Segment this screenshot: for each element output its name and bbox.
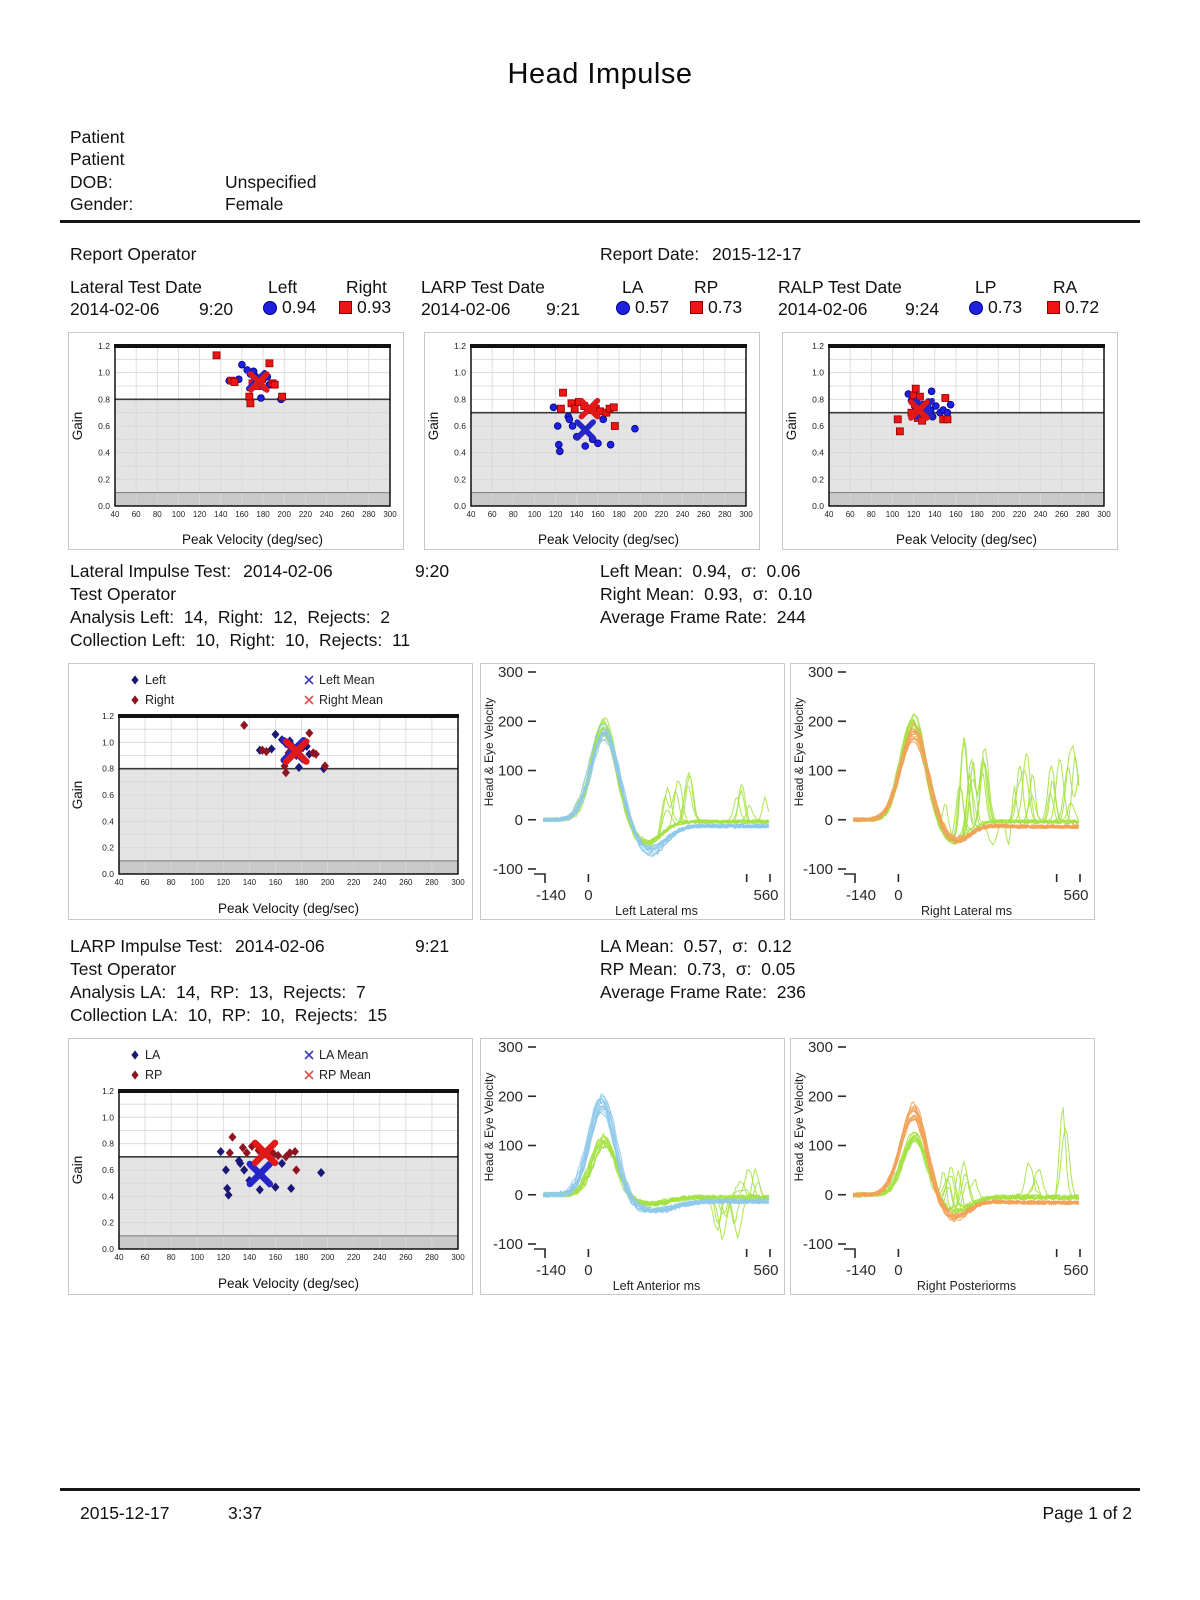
svg-text:160: 160 (268, 878, 283, 887)
svg-text:0.8: 0.8 (102, 763, 114, 774)
svg-text:260: 260 (1055, 510, 1069, 519)
svg-text:300: 300 (383, 510, 397, 519)
svg-text:0.4: 0.4 (454, 447, 466, 458)
svg-text:Head & Eye Velocity: Head & Eye Velocity (792, 1072, 806, 1182)
svg-text:40: 40 (824, 510, 834, 519)
svg-text:300: 300 (497, 664, 523, 681)
lateral-left-gain: 0.94 (263, 297, 316, 318)
svg-text:40: 40 (466, 510, 476, 519)
svg-text:Gain: Gain (70, 411, 85, 441)
svg-text:140: 140 (242, 1253, 257, 1262)
svg-text:Peak Velocity (deg/sec): Peak Velocity (deg/sec) (895, 532, 1038, 547)
svg-text:120: 120 (906, 510, 921, 519)
svg-text:100: 100 (190, 878, 204, 887)
svg-text:100: 100 (497, 762, 523, 780)
svg-text:80: 80 (166, 878, 176, 887)
right-lateral-velocity-panel (790, 663, 1095, 920)
svg-text:300: 300 (451, 1253, 465, 1262)
svg-text:Peak Velocity (deg/sec): Peak Velocity (deg/sec) (537, 532, 680, 547)
svg-text:280: 280 (425, 878, 439, 887)
svg-text:-100: -100 (802, 1236, 833, 1253)
svg-text:140: 140 (242, 878, 257, 887)
report-operator: Report Operator (70, 244, 197, 264)
red-square-icon (339, 301, 352, 314)
svg-text:220: 220 (347, 1253, 361, 1262)
ralp-lp-header: LP (975, 277, 997, 297)
svg-text:1.0: 1.0 (454, 367, 466, 378)
svg-text:300: 300 (807, 664, 833, 681)
ralp-test-date-label: RALP Test Date (778, 277, 902, 297)
larp-analysis: Analysis LA: 14, RP: 13, Rejects: 7 (70, 982, 366, 1002)
svg-text:80: 80 (866, 510, 876, 519)
svg-text:240: 240 (319, 510, 334, 519)
patient-name-line1: Patient (70, 127, 125, 147)
svg-text:Peak Velocity (deg/sec): Peak Velocity (deg/sec) (217, 901, 360, 916)
svg-text:100: 100 (171, 510, 186, 519)
svg-text:Head & Eye Velocity: Head & Eye Velocity (792, 697, 806, 807)
svg-text:Right Lateral ms: Right Lateral ms (920, 904, 1013, 918)
svg-text:0.6: 0.6 (454, 421, 466, 431)
svg-text:Peak Velocity (deg/sec): Peak Velocity (deg/sec) (181, 532, 324, 547)
svg-text:-140: -140 (845, 1262, 877, 1279)
svg-text:200: 200 (497, 1088, 523, 1106)
svg-text:0: 0 (824, 811, 833, 829)
lateral-summary-gain-chart (69, 333, 405, 556)
svg-text:-140: -140 (845, 887, 877, 904)
svg-text:40: 40 (114, 1253, 124, 1262)
svg-text:260: 260 (399, 878, 413, 887)
lateral-left-header: Left (268, 277, 298, 297)
svg-text:0.8: 0.8 (454, 394, 466, 405)
page-title: Head Impulse (507, 58, 693, 90)
larp-collection: Collection LA: 10, RP: 10, Rejects: 15 (70, 1005, 388, 1025)
lateral-test-operator: Test Operator (70, 584, 177, 604)
svg-text:0: 0 (584, 887, 593, 904)
larp-summary-gain-chart (425, 333, 761, 556)
svg-text:140: 140 (214, 510, 228, 519)
svg-text:-100: -100 (802, 861, 833, 878)
footer-time: 3:37 (228, 1503, 263, 1523)
patient-name-line2: Patient (70, 149, 125, 169)
svg-text:LA Mean: LA Mean (319, 1048, 369, 1062)
svg-text:240: 240 (675, 510, 690, 519)
blue-circle-icon (616, 301, 630, 315)
red-square-icon (1047, 301, 1060, 314)
svg-text:220: 220 (347, 878, 361, 887)
footer-divider (60, 1488, 1140, 1491)
svg-text:0.2: 0.2 (102, 1217, 114, 1228)
svg-text:280: 280 (718, 510, 732, 519)
lateral-test-date-label: Lateral Test Date (70, 277, 202, 297)
svg-text:300: 300 (497, 1039, 523, 1056)
svg-text:200: 200 (807, 1088, 833, 1106)
svg-text:40: 40 (114, 878, 124, 887)
page-number: Page 1 of 2 (1042, 1503, 1132, 1523)
svg-text:560: 560 (753, 1262, 779, 1279)
right-posterior-velocity-panel (790, 1038, 1095, 1295)
ralp-lp-gain: 0.73 (969, 297, 1022, 318)
svg-text:Head & Eye Velocity: Head & Eye Velocity (482, 1072, 496, 1182)
svg-text:200: 200 (991, 510, 1005, 519)
svg-text:560: 560 (1063, 887, 1089, 904)
svg-text:0.4: 0.4 (102, 1191, 114, 1202)
svg-text:1.2: 1.2 (454, 341, 466, 351)
svg-text:100: 100 (190, 1253, 204, 1262)
svg-text:60: 60 (140, 878, 150, 887)
svg-text:0.0: 0.0 (102, 1244, 114, 1254)
svg-text:220: 220 (298, 510, 313, 519)
svg-text:240: 240 (373, 878, 387, 887)
svg-text:1.0: 1.0 (812, 367, 824, 378)
svg-text:240: 240 (373, 1253, 387, 1262)
left-lateral-velocity-panel (480, 663, 785, 920)
svg-text:560: 560 (1063, 1262, 1089, 1279)
larp-test-time: 9:21 (546, 299, 581, 319)
svg-text:0: 0 (824, 1186, 833, 1204)
svg-text:60: 60 (131, 510, 141, 519)
svg-text:Right Posteriorms: Right Posteriorms (916, 1279, 1017, 1293)
lateral-section-date: 2014-02-06 (243, 561, 333, 581)
lateral-gain-chart (69, 664, 474, 926)
blue-circle-icon (263, 301, 277, 315)
svg-text:140: 140 (570, 510, 584, 519)
svg-text:60: 60 (845, 510, 855, 519)
svg-text:80: 80 (152, 510, 162, 519)
svg-text:200: 200 (320, 878, 335, 887)
larp-rp-mean: RP Mean: 0.73, σ: 0.05 (600, 959, 796, 979)
lateral-frame-rate: Average Frame Rate: 244 (600, 607, 806, 627)
svg-text:0.6: 0.6 (98, 421, 110, 431)
lateral-gain-panel (68, 663, 473, 920)
svg-text:180: 180 (294, 1253, 309, 1262)
svg-text:200: 200 (320, 1253, 335, 1262)
svg-text:140: 140 (928, 510, 942, 519)
lateral-analysis: Analysis Left: 14, Right: 12, Rejects: 2 (70, 607, 391, 627)
svg-text:Gain: Gain (70, 1155, 85, 1185)
report-date-label: Report Date: (600, 244, 700, 264)
svg-text:260: 260 (341, 510, 355, 519)
svg-text:Right Mean: Right Mean (319, 693, 383, 707)
svg-text:0.2: 0.2 (102, 842, 114, 853)
lateral-left-mean: Left Mean: 0.94, σ: 0.06 (600, 561, 801, 581)
svg-text:160: 160 (235, 510, 249, 519)
svg-text:RP Mean: RP Mean (319, 1068, 371, 1082)
svg-text:280: 280 (425, 1253, 439, 1262)
blue-circle-icon (969, 301, 983, 315)
svg-text:280: 280 (362, 510, 376, 519)
larp-section-title: LARP Impulse Test: 2014-02-06 (70, 936, 325, 956)
lateral-collection: Collection Left: 10, Right: 10, Rejects: 11 (70, 630, 411, 650)
svg-text:200: 200 (807, 713, 833, 731)
svg-text:0.0: 0.0 (98, 501, 110, 511)
svg-text:LA: LA (145, 1048, 161, 1062)
gender-label: Gender: (70, 194, 134, 214)
lateral-test-date: 2014-02-06 (70, 299, 160, 319)
svg-text:Head & Eye Velocity: Head & Eye Velocity (482, 697, 496, 807)
svg-text:0: 0 (584, 1262, 593, 1279)
svg-text:160: 160 (268, 1253, 283, 1262)
larp-la-mean: LA Mean: 0.57, σ: 0.12 (600, 936, 792, 956)
svg-text:Gain: Gain (70, 780, 85, 810)
svg-text:280: 280 (1076, 510, 1090, 519)
svg-text:0: 0 (514, 811, 523, 829)
left-anterior-velocity-panel (480, 1038, 785, 1295)
svg-text:180: 180 (612, 510, 626, 519)
larp-la-header: LA (622, 277, 644, 297)
svg-text:1.2: 1.2 (98, 341, 110, 351)
svg-text:0.6: 0.6 (102, 1165, 114, 1175)
lateral-right-mean: Right Mean: 0.93, σ: 0.10 (600, 584, 813, 604)
svg-text:560: 560 (753, 887, 779, 904)
svg-text:100: 100 (497, 1137, 523, 1155)
svg-text:0: 0 (894, 1262, 903, 1279)
svg-text:0.8: 0.8 (812, 394, 824, 405)
dob-value: Unspecified (225, 172, 317, 192)
svg-text:300: 300 (451, 878, 465, 887)
svg-text:0.2: 0.2 (454, 474, 466, 485)
svg-text:260: 260 (399, 1253, 413, 1262)
svg-text:-140: -140 (535, 1262, 567, 1279)
svg-text:0.4: 0.4 (812, 447, 824, 458)
svg-text:120: 120 (216, 1253, 230, 1262)
lateral-summary-panel (68, 332, 404, 550)
lateral-right-gain: 0.93 (339, 297, 391, 318)
lateral-right-header: Right (346, 277, 387, 297)
lateral-section-title: Lateral Impulse Test: 2014-02-06 (70, 561, 333, 581)
svg-text:Right: Right (145, 693, 175, 707)
svg-text:Left Mean: Left Mean (319, 673, 375, 687)
svg-text:0.2: 0.2 (812, 474, 824, 485)
svg-text:0.4: 0.4 (98, 447, 110, 458)
svg-text:300: 300 (807, 1039, 833, 1056)
larp-summary-panel (424, 332, 760, 550)
larp-gain-chart (69, 1039, 474, 1301)
svg-text:220: 220 (654, 510, 669, 519)
svg-text:Gain: Gain (784, 411, 799, 441)
larp-gain-panel (68, 1038, 473, 1295)
left-lateral-velocity-chart (481, 664, 786, 926)
svg-text:0.4: 0.4 (102, 816, 114, 827)
svg-text:180: 180 (970, 510, 984, 519)
svg-text:0.6: 0.6 (102, 790, 114, 800)
svg-text:220: 220 (1012, 510, 1027, 519)
svg-text:1.0: 1.0 (98, 367, 110, 378)
svg-text:60: 60 (487, 510, 497, 519)
svg-text:300: 300 (739, 510, 753, 519)
svg-text:Peak Velocity (deg/sec): Peak Velocity (deg/sec) (217, 1276, 360, 1291)
larp-test-date-label: LARP Test Date (421, 277, 545, 297)
larp-la-gain: 0.57 (616, 297, 669, 318)
svg-text:200: 200 (497, 713, 523, 731)
right-lateral-velocity-chart (791, 664, 1096, 926)
svg-text:1.2: 1.2 (102, 711, 114, 721)
svg-text:Left Anterior ms: Left Anterior ms (612, 1279, 701, 1293)
report-date-value: 2015-12-17 (712, 244, 802, 264)
larp-test-date: 2014-02-06 (421, 299, 511, 319)
svg-text:0.0: 0.0 (812, 501, 824, 511)
svg-text:200: 200 (633, 510, 647, 519)
svg-text:0.6: 0.6 (812, 421, 824, 431)
lateral-section-time: 9:20 (415, 561, 450, 581)
larp-rp-gain: 0.73 (690, 297, 742, 318)
svg-text:240: 240 (1033, 510, 1048, 519)
svg-text:120: 120 (548, 510, 563, 519)
svg-text:300: 300 (1097, 510, 1111, 519)
svg-text:100: 100 (527, 510, 542, 519)
right-posterior-velocity-chart (791, 1039, 1096, 1301)
svg-text:-100: -100 (492, 861, 523, 878)
svg-text:180: 180 (294, 878, 309, 887)
svg-text:Gain: Gain (426, 411, 441, 441)
svg-text:0.2: 0.2 (98, 474, 110, 485)
svg-text:160: 160 (591, 510, 605, 519)
svg-text:Left: Left (145, 673, 166, 687)
svg-text:180: 180 (256, 510, 270, 519)
svg-text:1.0: 1.0 (102, 1112, 114, 1123)
svg-text:-140: -140 (535, 887, 567, 904)
svg-text:1.0: 1.0 (102, 737, 114, 748)
svg-text:80: 80 (166, 1253, 176, 1262)
svg-text:-100: -100 (492, 1236, 523, 1253)
svg-text:40: 40 (110, 510, 120, 519)
svg-text:260: 260 (697, 510, 711, 519)
ralp-test-date: 2014-02-06 (778, 299, 868, 319)
svg-text:Left Lateral ms: Left Lateral ms (615, 904, 698, 918)
larp-section-date: 2014-02-06 (235, 936, 325, 956)
svg-text:60: 60 (140, 1253, 150, 1262)
ralp-test-time: 9:24 (905, 299, 940, 319)
larp-test-operator: Test Operator (70, 959, 177, 979)
svg-text:0.8: 0.8 (98, 394, 110, 405)
svg-text:0.8: 0.8 (102, 1138, 114, 1149)
larp-section-time: 9:21 (415, 936, 450, 956)
red-square-icon (690, 301, 703, 314)
larp-frame-rate: Average Frame Rate: 236 (600, 982, 806, 1002)
svg-text:0: 0 (894, 887, 903, 904)
top-divider (60, 220, 1140, 223)
svg-text:1.2: 1.2 (102, 1086, 114, 1096)
ralp-summary-panel (782, 332, 1118, 550)
svg-text:120: 120 (216, 878, 230, 887)
svg-text:100: 100 (885, 510, 900, 519)
left-anterior-velocity-chart (481, 1039, 786, 1301)
svg-text:100: 100 (807, 762, 833, 780)
svg-text:RP: RP (145, 1068, 163, 1082)
svg-text:120: 120 (192, 510, 207, 519)
svg-text:100: 100 (807, 1137, 833, 1155)
svg-text:80: 80 (508, 510, 518, 519)
footer-date: 2015-12-17 (80, 1503, 170, 1523)
ralp-ra-gain: 0.72 (1047, 297, 1099, 318)
svg-text:200: 200 (277, 510, 291, 519)
svg-text:0: 0 (514, 1186, 523, 1204)
dob-label: DOB: (70, 172, 113, 192)
svg-text:0.0: 0.0 (454, 501, 466, 511)
larp-rp-header: RP (694, 277, 719, 297)
svg-text:1.2: 1.2 (812, 341, 824, 351)
svg-text:0.0: 0.0 (102, 869, 114, 879)
svg-text:160: 160 (949, 510, 963, 519)
lateral-test-time: 9:20 (199, 299, 234, 319)
ralp-ra-header: RA (1053, 277, 1078, 297)
ralp-summary-gain-chart (783, 333, 1119, 556)
gender-value: Female (225, 194, 284, 214)
